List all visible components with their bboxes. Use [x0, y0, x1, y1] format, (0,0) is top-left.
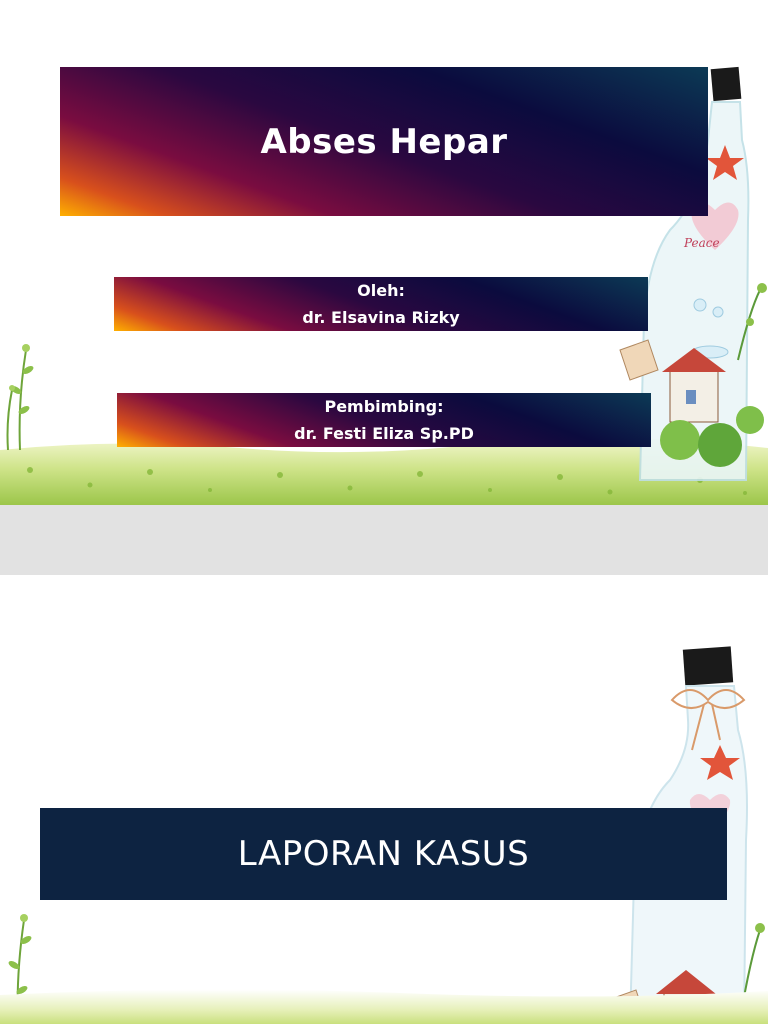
flower-sprig-illustration: [0, 330, 50, 450]
title-slide: [0, 0, 768, 505]
author-name: dr. Elsavina Rizky: [302, 308, 460, 327]
section-slide: [0, 575, 768, 1024]
peace-text: Peace: [684, 236, 720, 250]
slide-separator: [0, 505, 768, 575]
author-label: Oleh:: [357, 281, 405, 300]
meadow-illustration: [0, 975, 768, 1024]
slide-title: Abses Hepar: [260, 121, 508, 162]
advisor-banner: [117, 393, 651, 447]
section-heading-banner: [40, 808, 727, 900]
section-heading: LAPORAN KASUS: [237, 834, 530, 874]
author-banner: [114, 277, 648, 331]
advisor-label: Pembimbing:: [324, 397, 444, 416]
title-banner: [60, 67, 708, 216]
advisor-name: dr. Festi Eliza Sp.PD: [294, 424, 474, 443]
